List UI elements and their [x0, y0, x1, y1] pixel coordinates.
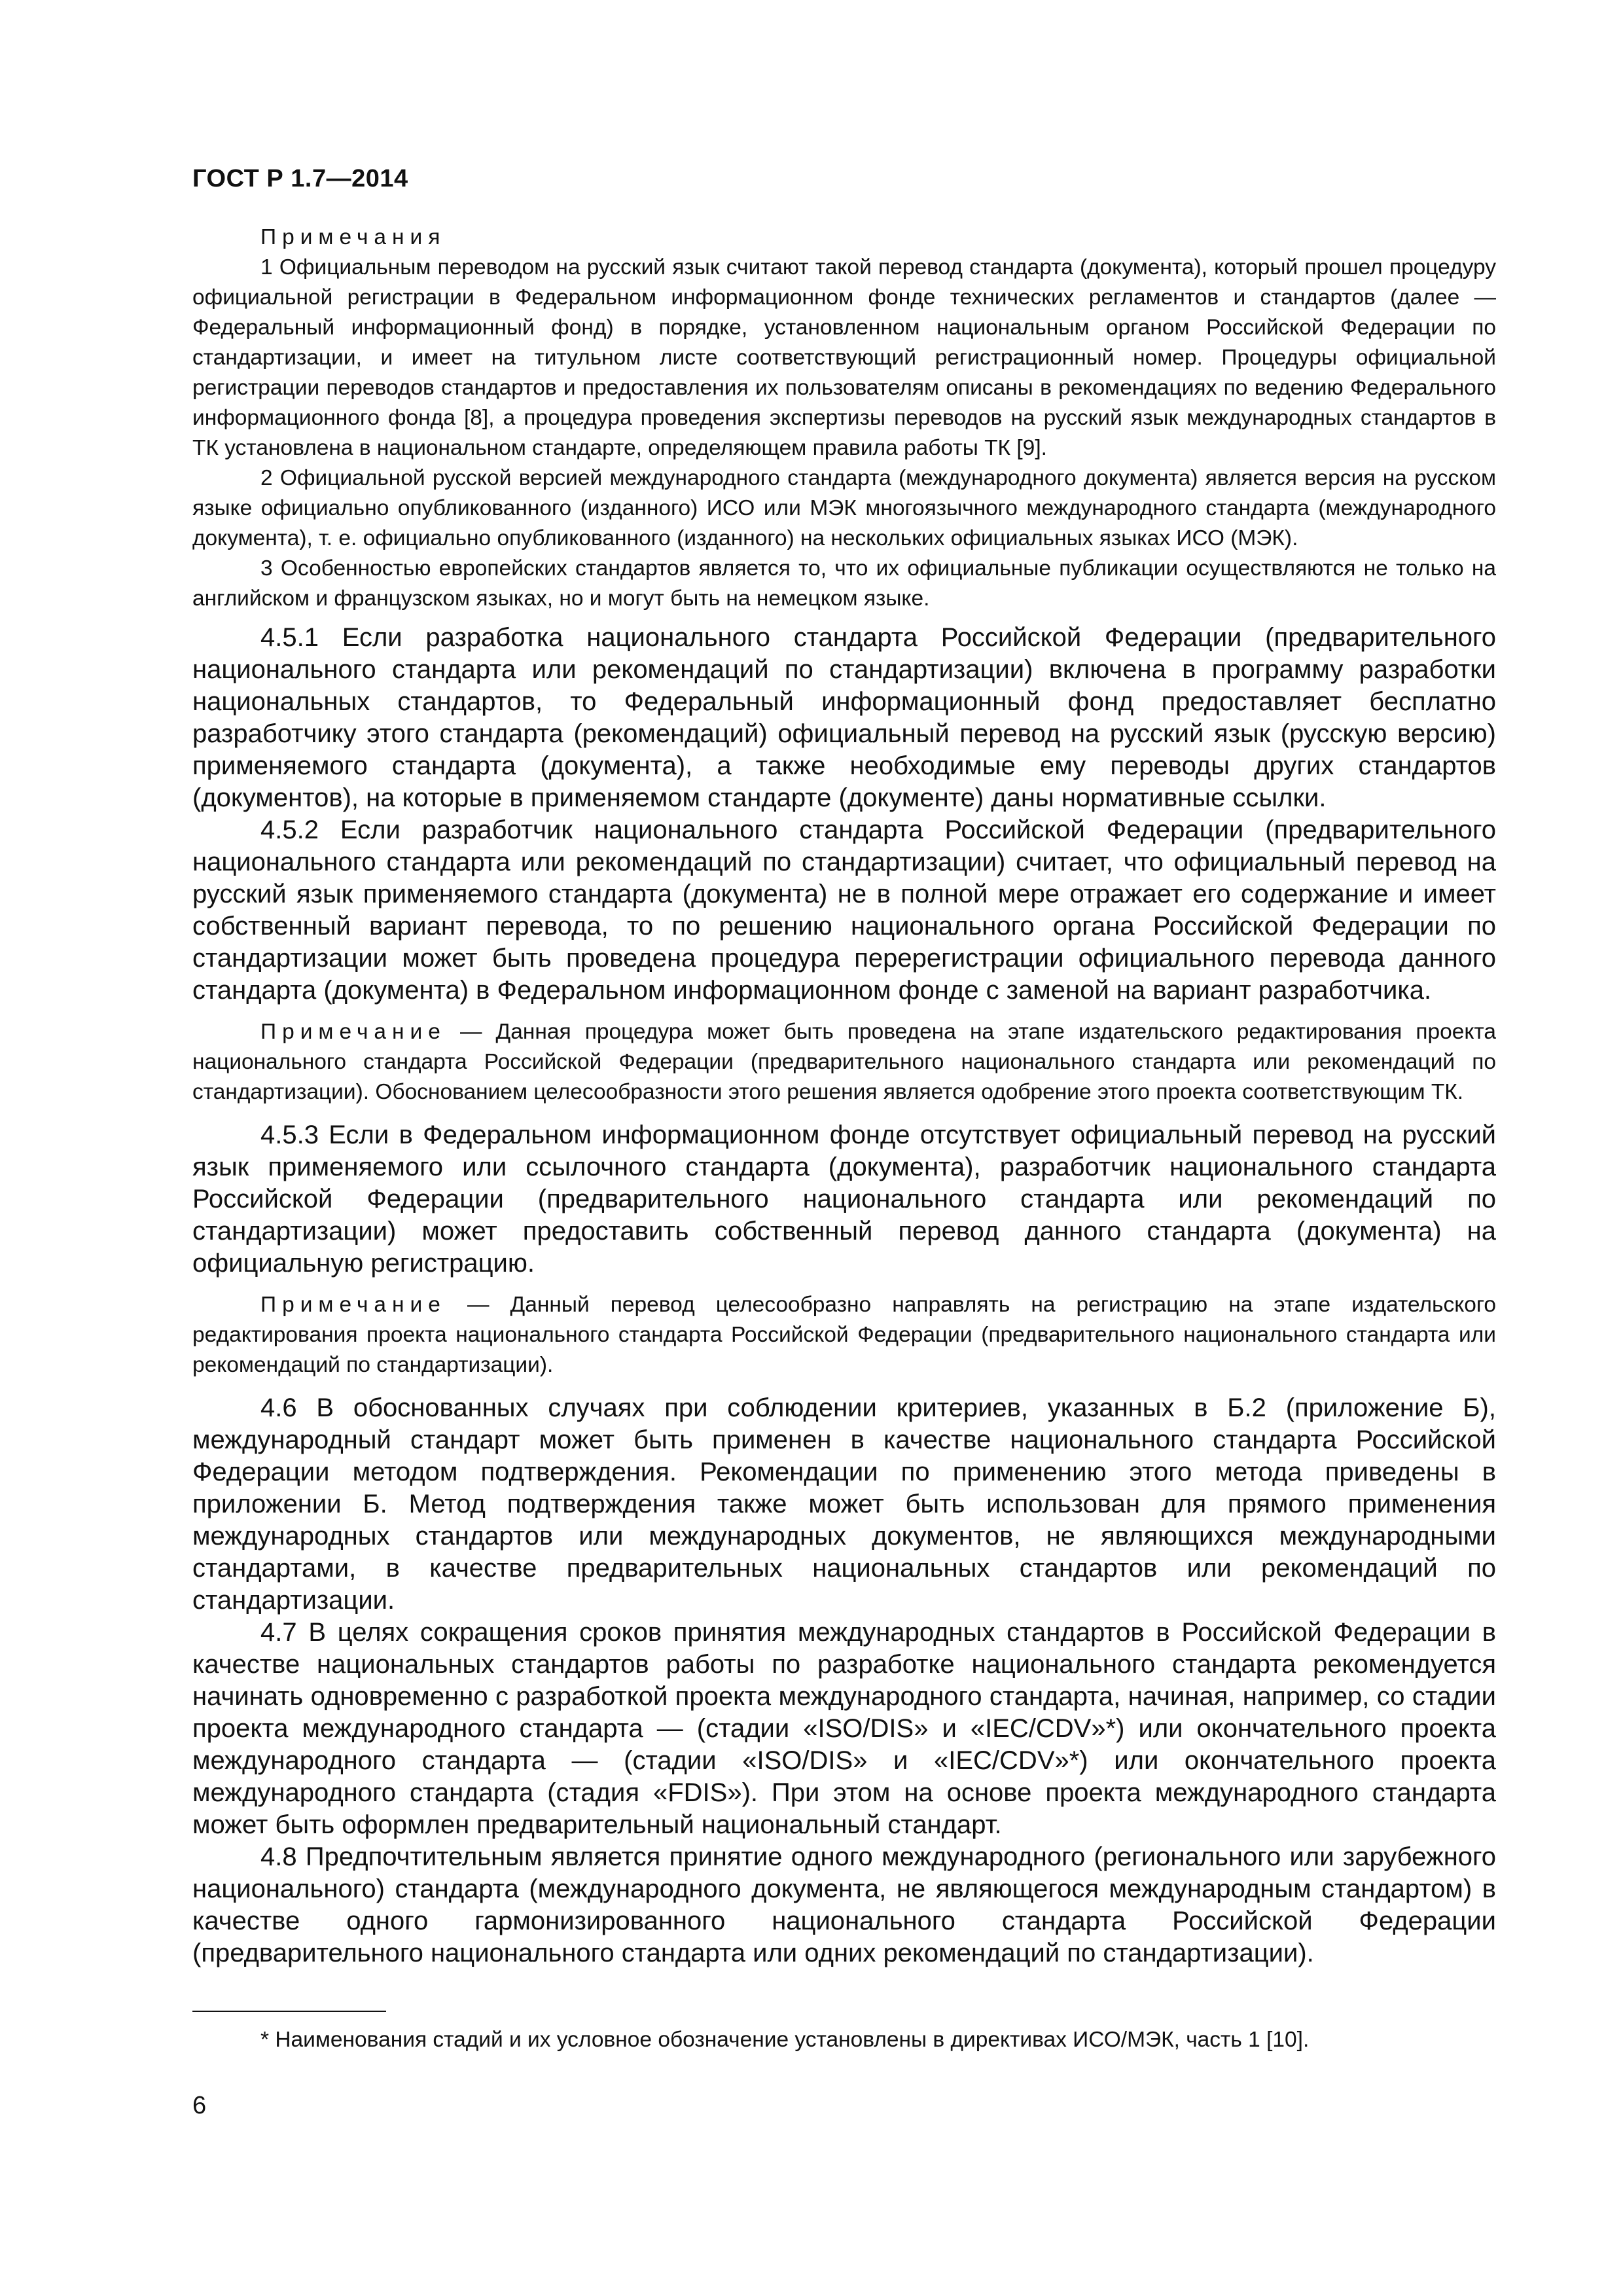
clause-4-5-2: 4.5.2 Если разработчик национального стандарта Российской Федерации (предварительного национального стандарта или рекомендаций по стандартизации) считает, что официальный перевод на русский язык применяемого стандарта (документа) не в полной мере отражает его содержание и имеет собственный вариант перевода, то по решению национального органа Российской Федерации по стандартизации может быть проведена процедура перерегистрации официального перевода данного стандарта (документа) в Федеральном информационном фонде с заменой на вариант разработчика. — [192, 816, 1496, 1005]
note-item-1: 1 Официальным переводом на русский язык считают такой перевод стандарта (документа), который прошел процедуру официальной регистрации в Федеральном информационном фонде технических регламентов и стандартов (далее — Федеральный информационный фонд) в порядке, установленном национальным органом Российской Федерации по стандартизации, и имеет на титульном листе соответствующий регистрационный номер. Процедуры официальной регистрации переводов стандартов и предоставления их пользователям описаны в рекомендациях по ведению Федерального информационного фонда [8], а процедура проведения экспертизы переводов на русский язык международных стандартов в ТК установлена в национальном стандарте, определяющем правила работы ТК [9]. — [192, 255, 1496, 460]
note-label: Примечание — [260, 1020, 446, 1044]
note-label: Примечание — [260, 1293, 446, 1317]
footnote-divider — [192, 2011, 386, 2012]
clause-4-5-1: 4.5.1 Если разработка национального стандарта Российской Федерации (предварительного национального стандарта или рекомендаций по стандартизации) включена в программу разработки национальных стандартов, то Федеральный информационный фонд предоставляет бесплатно разработчику этого стандарта (рекомендаций) официальный перевод на русский язык (русскую версию) применяемого стандарта (документа), а также необходимые ему переводы других стандартов (документов), на которые в применяемом стандарте (документе) даны нормативные ссылки. — [192, 623, 1496, 812]
clause-4-7: 4.7 В целях сокращения сроков принятия международных стандартов в Российской Федерации в качестве национальных стандартов работы по разработке национального стандарта рекомендуется начинать одновременно с разработкой проекта международного стандарта, начиная, например, со стадии проекта международного стандарта — (стадии «ISO/DIS» и «IEC/CDV»*) или окончательного проекта международного стандарта — (стадии «ISO/DIS» и «IEC/CDV»*) или окончательного проекта международного стандарта (стадия «FDIS»). При этом на основе проекта международного стандарта может быть оформлен предварительный национальный стандарт. — [192, 1618, 1497, 1839]
note-item-2: 2 Официальной русской версией международного стандарта (международного документа) является версия на русском языке официально опубликованного (изданного) ИСО или МЭК многоязычного международного стандарта (международного документа), т. е. официально опубликованного (изданного) на нескольких официальных языках ИСО (МЭК). — [192, 466, 1496, 550]
note-item-3: 3 Особенностью европейских стандартов является то, что их официальные публикации осуществляются не только на английском и французском языках, но и могут быть на немецком языке. — [192, 556, 1496, 611]
clause-4-8: 4.8 Предпочтительным является принятие одного международного (регионального или зарубежного национального) стандарта (международного документа, не являющегося международным стандартом) в качестве одного гармонизированного национального стандарта Российской Федерации (предварительного национального стандарта или одних рекомендаций по стандартизации). — [192, 1842, 1496, 1967]
note-text: — Данный перевод целесообразно направлять на регистрацию на этапе издательского редактирования проекта национального стандарта Российской Федерации (предварительного национального стандарта или рекомендаций по стандартизации). — [192, 1293, 1496, 1377]
note-text: — Данная процедура может быть проведена на этапе издательского редактирования проекта национального стандарта Российской Федерации (предварительного национального стандарта или рекомендаций по стандартизации). Обоснованием целесообразности этого решения является одобрение этого проекта соответствующим ТК. — [192, 1020, 1496, 1104]
note-4-5-3 — [192, 1290, 1496, 1380]
document-code-header: ГОСТ Р 1.7—2014 — [192, 165, 408, 192]
notes-block — [192, 223, 1496, 614]
footnote: * Наименования стадий и их условное обозначение установлены в директивах ИСО/МЭК, часть 1 [10]. — [260, 2028, 1310, 2052]
notes-heading: Примечания — [260, 225, 446, 249]
page-body — [192, 223, 1496, 1969]
note-4-5-2 — [192, 1017, 1496, 1107]
clause-4-6: 4.6 В обоснованных случаях при соблюдении критериев, указанных в Б.2 (приложение Б), международный стандарт может быть применен в качестве национального стандарта Российской Федерации методом подтверждения. Рекомендации по применению этого метода приведены в приложении Б. Метод подтверждения также может быть использован для прямого применения международных стандартов или международных документов, не являющихся международными стандартами, в качестве предварительных национальных стандартов или рекомендаций по стандартизации. — [192, 1393, 1496, 1615]
main-text-3 — [192, 1392, 1496, 1969]
page-number: 6 — [192, 2092, 207, 2119]
main-text-2 — [192, 1119, 1496, 1280]
clause-4-5-3: 4.5.3 Если в Федеральном информационном фонде отсутствует официальный перевод на русский язык применяемого или ссылочного стандарта (документа), разработчик национального стандарта Российской Федерации (предварительного национального стандарта или рекомендаций по стандартизации) может предоставить собственный перевод данного стандарта (документа) на официальную регистрацию. — [192, 1121, 1496, 1278]
main-text — [192, 622, 1496, 1007]
